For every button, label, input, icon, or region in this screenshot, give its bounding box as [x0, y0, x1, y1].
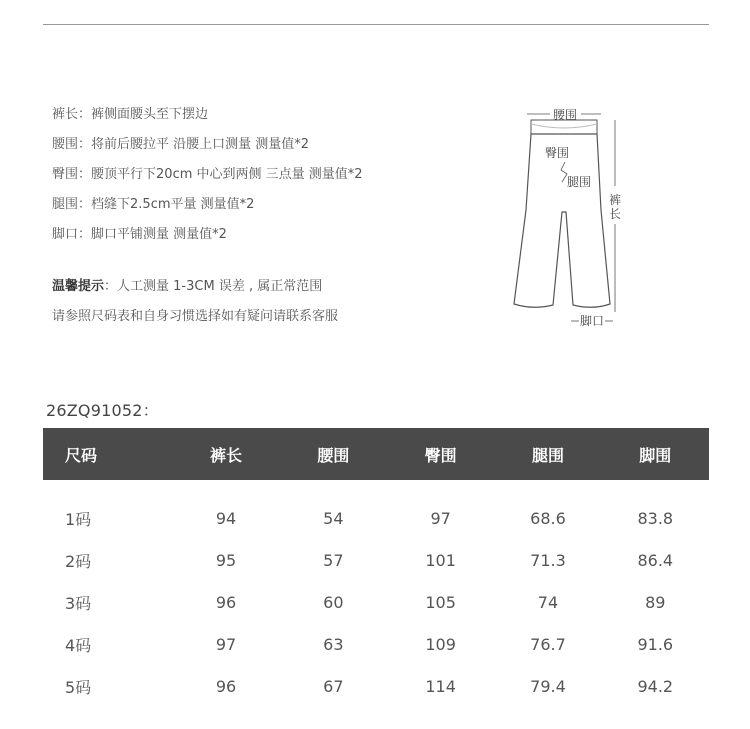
cell-waist: 67: [323, 676, 344, 696]
cell-hem: 89: [645, 592, 666, 612]
table-row: [43, 623, 709, 665]
cell-hip: 114: [425, 676, 456, 696]
diagram-hip-label: 臀围: [545, 146, 570, 160]
cell-thigh: 71.3: [530, 550, 566, 570]
cell-hem: 86.4: [637, 550, 674, 570]
tips-line-1: 温馨提示：人工测量 1-3CM 误差 , 属正常范围: [52, 279, 323, 294]
cell-thigh: 76.7: [530, 634, 566, 654]
cell-size: 1码: [65, 509, 92, 529]
diagram-hem-label: 脚口: [579, 314, 605, 328]
size-table-body: [43, 480, 709, 707]
note-waist: 腰围：将前后腰拉平 沿腰上口测量 测量值*2: [52, 137, 310, 152]
cell-thigh: 79.4: [530, 676, 566, 696]
measurement-notes: [52, 105, 363, 255]
top-divider: [43, 24, 709, 25]
cell-size: 3码: [65, 593, 92, 613]
table-row: [43, 665, 709, 707]
header-thigh: 腿围: [531, 445, 564, 465]
header-hip: 臀围: [424, 445, 457, 465]
cell-hip: 101: [425, 550, 456, 570]
cell-size: 2码: [65, 551, 92, 571]
table-row: [43, 581, 709, 623]
cell-size: 5码: [65, 677, 92, 697]
tips-line-2: 请参照尺码表和自身习惯选择如有疑问请联系客服: [52, 309, 339, 324]
cell-waist: 63: [323, 634, 344, 654]
size-table-header: [43, 428, 709, 480]
note-length: 裤长：裤侧面腰头至下摆边: [52, 107, 209, 122]
diagram-thigh-label: 腿围: [567, 175, 592, 189]
note-thigh: 腿围：档缝下2.5cm平量 测量值*2: [52, 197, 255, 212]
product-code: 26ZQ91052：: [46, 401, 159, 420]
cell-length: 96: [215, 676, 237, 696]
header-size: 尺码: [65, 445, 98, 465]
cell-hip: 105: [425, 592, 456, 612]
cell-waist: 57: [323, 550, 344, 570]
warm-tips: [52, 277, 338, 337]
note-hip: 臀围：腰顶平行下20cm 中心到两侧 三点量 测量值*2: [52, 167, 363, 182]
cell-length: 95: [215, 550, 237, 570]
size-table: [43, 428, 709, 707]
cell-hem: 91.6: [637, 634, 674, 654]
cell-hip: 109: [425, 634, 456, 654]
table-row: [43, 497, 709, 539]
cell-length: 97: [215, 634, 237, 654]
cell-hip: 97: [430, 508, 451, 528]
cell-thigh: 68.6: [530, 508, 566, 528]
cell-hem: 83.8: [637, 508, 674, 528]
cell-waist: 54: [323, 508, 344, 528]
cell-thigh: 74: [537, 592, 559, 612]
header-hem: 脚围: [639, 445, 672, 465]
cell-size: 4码: [65, 635, 92, 655]
tips-heading: 温馨提示: [52, 279, 105, 294]
cell-waist: 60: [323, 592, 344, 612]
header-length: 裤长: [209, 445, 242, 465]
table-row: [43, 539, 709, 581]
diagram-length-label-2: 长: [609, 207, 622, 221]
header-waist: 腰围: [317, 445, 350, 465]
cell-length: 94: [215, 508, 237, 528]
cell-length: 96: [215, 592, 237, 612]
diagram-waist-label: 腰围: [552, 108, 578, 122]
diagram-length-label-1: 裤: [609, 193, 622, 207]
pants-diagram: [505, 100, 635, 335]
note-hem: 脚口：脚口平铺测量 测量值*2: [52, 227, 227, 242]
cell-hem: 94.2: [637, 676, 674, 696]
